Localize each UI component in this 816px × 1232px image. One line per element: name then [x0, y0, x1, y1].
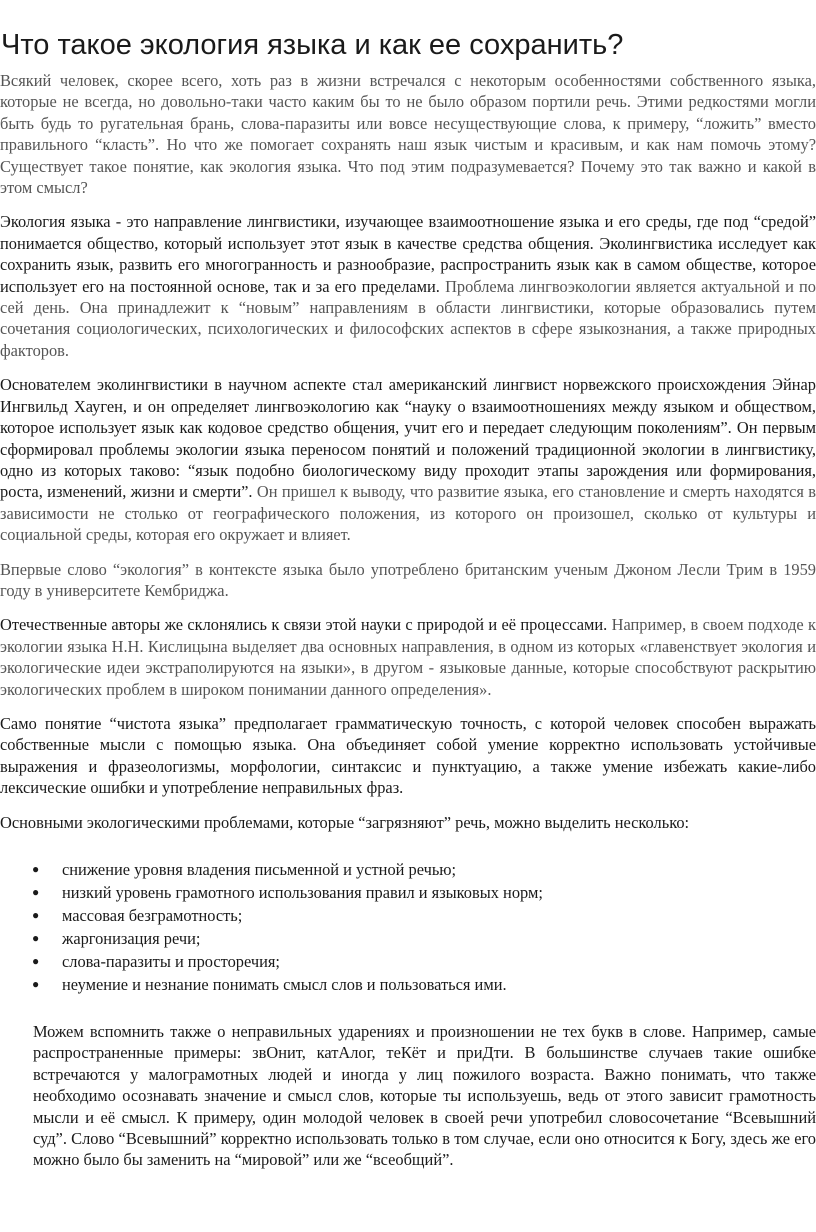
text-run: Он пришел к выводу, что развитие языка, его становление и смерть находятся в зависимости не столько от географического положения, из которого он произошел, сколько от культуры и социальной среды, которая его окружает и влияет. — [0, 482, 816, 545]
list-item — [0, 904, 816, 927]
paragraph-problems-intro — [0, 812, 816, 833]
bullet-icon: ● — [32, 908, 40, 922]
closing-paragraph: Можем вспомнить также о неправильных ударениях и произношении не тех букв в слове. Например, самые распространенные примеры: звОнит, катАлог, теКёт и приДти. В большинстве случаев такие ошибке встречаются у малограмотных людей и иногда у лиц пожилого возраста. Важно понимать, что также необходимо осознавать значение и смысл слов, которые ты используешь, ведь от этого зависит грамотность мысли и её смысл. К примеру, один молодой человек в своей речи употребил словосочетание “Всевышний суд”. Слово “Всевышний” корректно использовать только в том случае, если оно относится к Богу, здесь же его можно было бы заменить на “мировой” или же “всеобщий”. — [33, 1022, 816, 1170]
list-item-text: массовая безграмотность; — [62, 906, 243, 925]
list-item — [0, 858, 816, 881]
bullet-icon: ● — [32, 954, 40, 968]
bullet-icon: ● — [32, 977, 40, 991]
list-item-text: снижение уровня владения письменной и устной речью; — [62, 860, 457, 879]
paragraph-purity — [0, 713, 816, 799]
paragraph-intro — [0, 70, 816, 198]
list-item-text: слова-паразиты и просторечия; — [62, 952, 280, 971]
list-item — [0, 950, 816, 973]
text-run: Всякий человек, скорее всего, хоть раз в жизни встречался с некоторым особенностями собственного языка, которые не всегда, но довольно-таки часто каким бы то не было образом портили речь. Этими редкостями могли быть будь то ругательная брань, слова-паразиты или вовсе несуществующие слова, к примеру, “ложить” вместо правильного “класть”. Но что же помогает сохранять наш язык чистым и красивым, и как нам помочь этому? Существует такое понятие, как экология языка. Что под этим подразумевается? Почему это так важно и какой в этом смысл? — [0, 71, 816, 198]
list-item-text: низкий уровень грамотного использования правил и языковых норм; — [62, 883, 543, 902]
text-run: Экология языка - это направление лингвистики, изучающее взаимоотношение языка и его среды, где под “средой” понимается общество, который использует этот язык в качестве средства общения. Эколингвистика исследует как сохранить язык, развить его многогранность и разнообразие, распространить язык как в самом обществе, которое использует его на постоянной основе, так и за его пределами. — [0, 212, 816, 296]
text-run: Отечественные авторы же склонялись к связи этой науки с природой и её процессами. — [0, 615, 608, 635]
text-run: Само понятие “чистота языка” предполагает грамматическую точность, с которой человек способен выражать собственные мысли с помощью языка. Она объединяет собой умение корректно использовать устойчивые выражения и фразеологизмы, морфологии, синтаксис и пунктуацию, а также умение избежать какие-либо лексические ошибки и употребление неправильных фраз. — [0, 713, 816, 798]
text-run: Впервые слово “экология” в контексте языка было употреблено британским ученым Джоном Лесли Трим в 1959 году в университете Кембриджа. — [0, 559, 816, 600]
bullet-icon: ● — [32, 885, 40, 899]
page-title: Что такое экология языка и как ее сохранить? — [1, 29, 624, 61]
paragraph-founder — [0, 374, 816, 545]
paragraph-definition — [0, 211, 816, 361]
list-item-text: жаргонизация речи; — [62, 929, 201, 948]
text-run: Основными экологическими проблемами, которые “загрязняют” речь, можно выделить несколько: — [0, 812, 690, 832]
paragraph-first-use — [0, 559, 816, 602]
document-body — [0, 70, 816, 1184]
bullet-icon: ● — [32, 862, 40, 876]
list-item — [0, 973, 816, 996]
text-run: Проблема лингвоэкологии является актуальной и по сей день. Она принадлежит к “новым” направлениям в области лингвистики, которые образовались путем сочетания социологических, психологических и философских аспектов в сфере языкознания, а также природных факторов. — [0, 276, 816, 360]
list-item — [0, 927, 816, 950]
problems-list — [0, 858, 816, 996]
paragraph-domestic — [0, 614, 816, 700]
list-item-text: неумение и незнание понимать смысл слов и пользоваться ими. — [62, 975, 507, 994]
paragraph-list — [0, 70, 816, 833]
bullet-icon: ● — [32, 931, 40, 945]
list-item — [0, 881, 816, 904]
text-run: Например, в своем подходе к экологии языка Н.Н. Кислицына выделяет два основных направления, в одном из которых «главенствует экология и экологические идеи экстраполируются на языки», в другом - языковые данные, которые способствуют раскрытию экологических проблем в широком понимании данного определения». — [0, 615, 816, 699]
text-run: Основателем эколингвистики в научном аспекте стал американский лингвист норвежского происхождения Эйнар Ингвильд Хауген, и он определяет лингвоэкологию как “науку о взаимоотношениях между языком и обществом, которое использует язык как кодовое средство общения, учит его и передает следующим поколениям”. Он первым сформировал проблемы экологии языка переносом понятий и положений традиционной экологии в лингвистику, одно из которых таково: “язык подобно биологическому виду проходит этапы зарождения или формирования, роста, изменений, жизни и смерти”. — [0, 375, 816, 502]
